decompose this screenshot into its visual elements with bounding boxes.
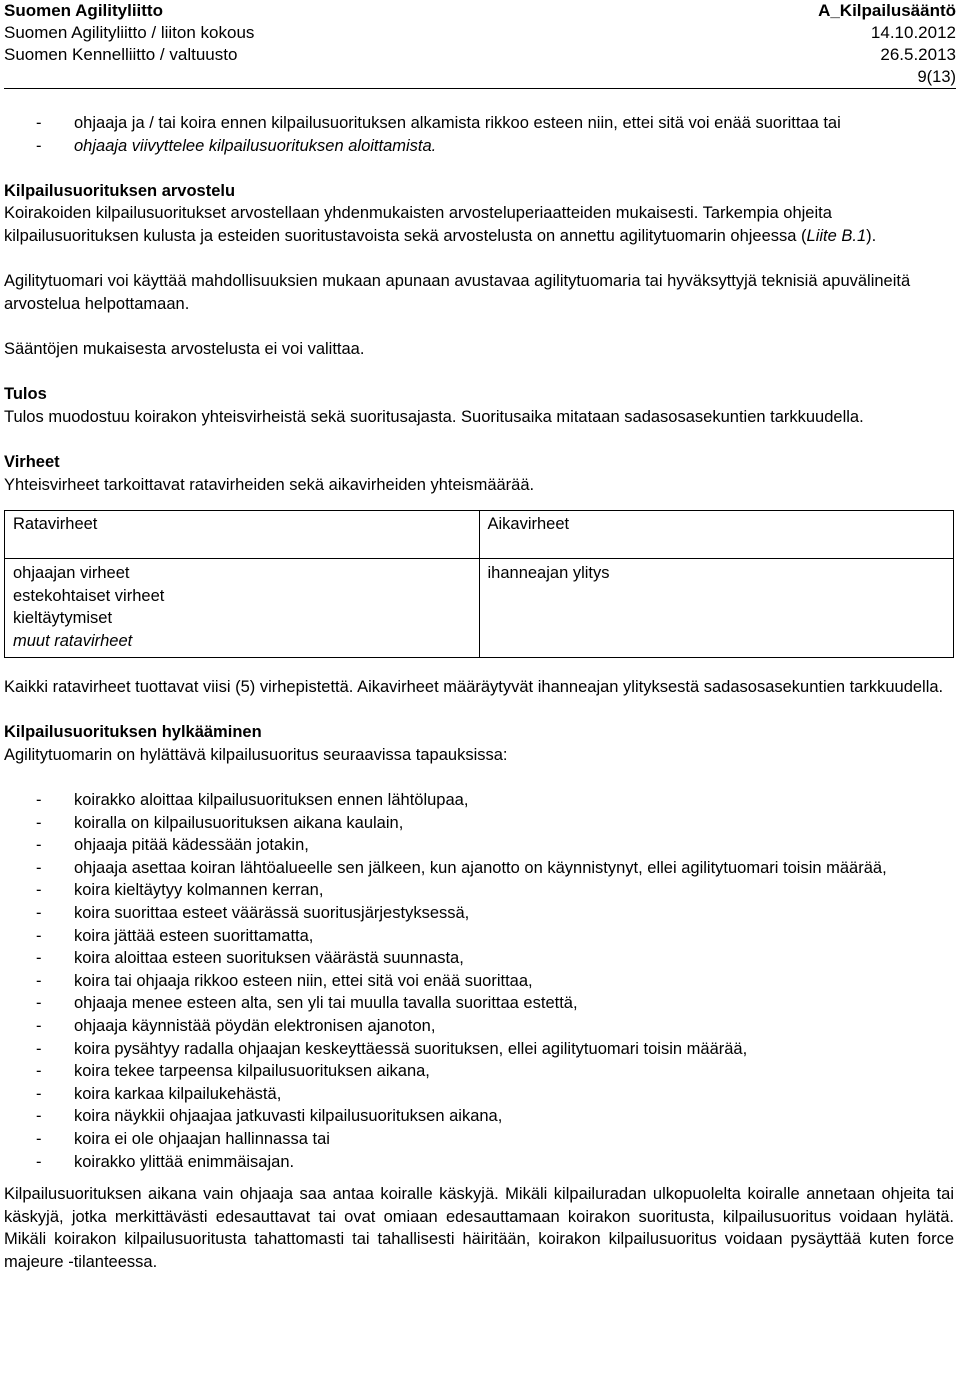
list-item-text: koira karkaa kilpailukehästä,	[74, 1084, 282, 1103]
list-dash: -	[36, 904, 42, 923]
header-meeting-date: 14.10.2012	[870, 23, 956, 42]
table-item: ohjaajan virheet	[13, 564, 130, 583]
list-dash: -	[36, 1129, 42, 1148]
paragraph-text: Koirakoiden kilpailusuoritukset arvostellaan yhdenmukaisten arvosteluperiaatteiden mukaisesti. Tarkempia ohjeita kilpailusuorituksen kulusta ja esteiden suoritustavoista sekä arvostelusta on annettu agilitytuomarin ohjeessa (	[4, 204, 832, 245]
error-types-table	[4, 510, 954, 658]
section-heading-hylkaaminen: Kilpailusuorituksen hylkääminen	[4, 723, 262, 742]
section-heading-arvostelu: Kilpailusuorituksen arvostelu	[4, 181, 236, 200]
paragraph-hylkaaminen-intro: Agilitytuomarin on hylättävä kilpailusuoritus seuraavissa tapauksissa:	[4, 745, 508, 764]
paragraph-end: ).	[866, 226, 877, 245]
list-item-text: ohjaaja asettaa koiran lähtöalueelle sen jälkeen, kun ajanotto on käynnistynyt, ellei agilitytuomari toisin määrää,	[74, 858, 887, 877]
appendix-reference: Liite B.1	[806, 226, 867, 245]
page-header	[4, 0, 956, 87]
header-row-org	[4, 0, 956, 22]
list-item	[4, 1060, 954, 1083]
list-item-text: koira pysähtyy radalla ohjaajan keskeyttäessä suorituksen, ellei agilitytuomari toisin määrää,	[74, 1039, 748, 1058]
header-meeting: Suomen Agilityliitto / liiton kokous	[4, 23, 255, 42]
list-dash: -	[36, 1039, 42, 1058]
list-item	[4, 879, 954, 902]
paragraph-virheet: Yhteisvirheet tarkoittavat ratavirheiden sekä aikavirheiden yhteismäärää.	[4, 475, 535, 494]
list-item	[4, 834, 954, 857]
list-item	[4, 970, 954, 993]
paragraph-tulos: Tulos muodostuu koirakon yhteisvirheistä sekä suoritusajasta. Suoritusaika mitataan sadasosasekuntien tarkkuudella.	[4, 407, 864, 426]
list-dash: -	[36, 1017, 42, 1035]
list-item-text: koira tai ohjaaja rikkoo esteen niin, ettei sitä voi enää suorittaa,	[74, 971, 533, 990]
list-item-text: koira suorittaa esteet väärässä suoritusjärjestyksessä,	[74, 904, 470, 923]
disqualification-list	[4, 789, 954, 1173]
list-dash: -	[36, 136, 42, 155]
list-item-text: koira aloittaa esteen suorituksen väärästä suunnasta,	[74, 949, 464, 968]
list-dash: -	[36, 1107, 42, 1126]
list-dash: -	[36, 791, 42, 810]
list-item	[4, 135, 954, 158]
list-dash: -	[36, 858, 42, 877]
list-item-text: koira ei ole ohjaajan hallinnassa tai	[74, 1129, 330, 1148]
list-item	[4, 925, 954, 948]
list-dash: -	[36, 994, 42, 1013]
paragraph-arvostelu-1	[4, 202, 954, 247]
list-item	[4, 1105, 954, 1128]
paragraph-final: Kilpailusuorituksen aikana vain ohjaaja saa antaa koiralle käskyjä. Mikäli kilpailuradan ulkopuolelta koiralle annetaan ohjeita tai käskyjä, jotka merkittävästi edesauttavat tai ovat omiaan edesauttamaan koirakon suoritusta, kilpailusuoritus voidaan hylätä. Mikäli koirakon kilpailusuoritusta tahattomasti tai tahallisesti häiritään, koirakon kilpailusuoritus voidaan pysäyttää kuten force majeure -tilanteessa.	[4, 1185, 954, 1271]
list-dash: -	[36, 1084, 42, 1103]
section-heading-tulos: Tulos	[4, 385, 47, 404]
list-dash: -	[36, 836, 42, 855]
list-item-text: koira jättää esteen suorittamatta,	[74, 926, 314, 945]
document-body	[4, 112, 954, 1274]
list-item-text: ohjaaja menee esteen alta, sen yli tai muulla tavalla suorittaa estettä,	[74, 994, 578, 1013]
table-cell-ratavirheet	[5, 559, 480, 658]
list-item	[4, 1151, 954, 1174]
table-item: ihanneajan ylitys	[487, 564, 610, 583]
list-item-text: koira tekee tarpeensa kilpailusuorituksen aikana,	[74, 1062, 430, 1081]
paragraph-arvostelu-2: Agilitytuomari voi käyttää mahdollisuuksien mukaan apunaan avustavaa agilitytuomaria tai hyväksyttyjä teknisiä apuvälineitä arvostelua helpottamaan.	[4, 272, 911, 313]
paragraph-virheet-after: Kaikki ratavirheet tuottavat viisi (5) virhepistettä. Aikavirheet määräytyvät ihanneajan ylityksestä sadasosasekuntien tarkkuudella.	[4, 678, 944, 697]
list-item	[4, 902, 954, 925]
list-dash: -	[36, 1062, 42, 1081]
table-cell-aikavirheet	[479, 559, 954, 658]
list-item-text: ohjaaja pitää kädessään jotakin,	[74, 836, 309, 855]
list-item-text: koiralla on kilpailusuorituksen aikana kaulain,	[74, 813, 404, 832]
section-heading-virheet: Virheet	[4, 452, 60, 471]
list-item-text: ohjaaja käynnistää pöydän elektronisen ajanoton,	[74, 1017, 436, 1035]
list-dash: -	[36, 1152, 42, 1171]
table-item: muut ratavirheet	[13, 631, 133, 650]
table-header-aikavirheet: Aikavirheet	[479, 511, 954, 559]
header-doc-name: A_Kilpailusääntö	[818, 1, 956, 20]
list-dash: -	[36, 881, 42, 900]
list-item	[4, 112, 954, 135]
list-item	[4, 857, 954, 880]
list-item	[4, 1015, 954, 1038]
header-approval-date: 26.5.2013	[880, 45, 956, 64]
list-item-text: koira näykkii ohjaajaa jatkuvasti kilpailusuorituksen aikana,	[74, 1107, 503, 1126]
list-item	[4, 789, 954, 812]
list-item	[4, 992, 954, 1015]
list-item-text: ohjaaja ja / tai koira ennen kilpailusuorituksen alkamista rikkoo esteen niin, ettei sitä voi enää suorittaa tai	[74, 114, 841, 132]
list-item	[4, 947, 954, 970]
header-row-approval	[4, 44, 956, 66]
list-dash: -	[36, 949, 42, 968]
header-approval: Suomen Kennelliitto / valtuusto	[4, 45, 238, 64]
header-row-meeting	[4, 22, 956, 44]
table-item: kieltäytymiset	[13, 609, 113, 628]
table-item: estekohtaiset virheet	[13, 586, 165, 605]
list-item-text: koira kieltäytyy kolmannen kerran,	[74, 881, 324, 900]
header-org: Suomen Agilityliitto	[4, 1, 163, 20]
list-item	[4, 1038, 954, 1061]
header-divider	[4, 88, 956, 89]
list-item	[4, 1083, 954, 1106]
list-item-text: koirakko aloittaa kilpailusuorituksen ennen lähtölupaa,	[74, 791, 469, 810]
list-item	[4, 812, 954, 835]
list-dash: -	[36, 971, 42, 990]
table-header-ratavirheet: Ratavirheet	[5, 511, 480, 559]
list-dash: -	[36, 114, 42, 132]
list-dash: -	[36, 926, 42, 945]
page-number: 9(13)	[917, 68, 956, 86]
list-item-text: koirakko ylittää enimmäisajan.	[74, 1152, 295, 1171]
list-item-text: ohjaaja viivyttelee kilpailusuorituksen aloittamista.	[74, 136, 437, 155]
list-dash: -	[36, 813, 42, 832]
paragraph-arvostelu-3: Sääntöjen mukaisesta arvostelusta ei voi valittaa.	[4, 339, 365, 358]
list-item	[4, 1128, 954, 1151]
